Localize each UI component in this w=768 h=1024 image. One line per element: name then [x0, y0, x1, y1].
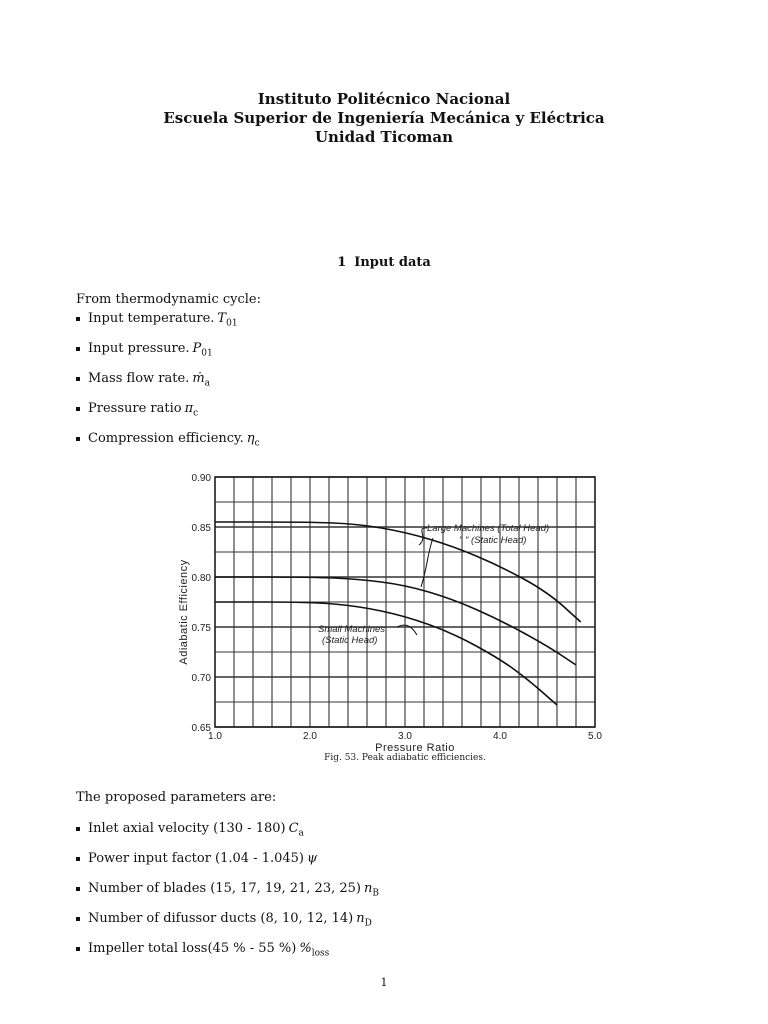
item-symbol: ψ: [307, 851, 318, 866]
annotation-arrow: [421, 538, 433, 587]
chart-annotation: Large Machines (Total Head): [427, 523, 550, 534]
section-number: 1: [337, 255, 347, 270]
bullet-icon: [76, 887, 80, 891]
list-item: [76, 911, 379, 941]
x-tick-label: 5.0: [588, 731, 602, 742]
item-label: Impeller total loss(45 % - 55 %): [88, 941, 297, 956]
bullet-icon: [76, 827, 80, 831]
list-item: [76, 431, 260, 461]
item-symbol: ṁ$_a$: [192, 371, 211, 389]
institution-header: [0, 90, 768, 147]
bullet-icon: [76, 377, 80, 381]
x-tick-label: 3.0: [398, 731, 412, 742]
item-label: Number of blades (15, 17, 19, 21, 23, 25): [88, 881, 361, 896]
item-symbol: $\%_{loss}$: [299, 941, 330, 959]
item-symbol: $n_B$: [363, 881, 379, 899]
section-heading: [0, 255, 768, 270]
list-item: [76, 851, 379, 881]
chart-annotation: Small Machines: [318, 624, 386, 635]
unit-name: Unidad Ticoman: [314, 128, 454, 146]
item-label: Number of difussor ducts (8, 10, 12, 14): [88, 911, 354, 926]
list-item: [76, 401, 260, 431]
item-label: Compression efficiency.: [88, 431, 244, 446]
list-item: [76, 311, 260, 341]
y-tick-label: 0.90: [191, 473, 211, 484]
list-item: [76, 941, 379, 971]
page-number: 1: [380, 976, 388, 989]
institution-name: Instituto Politécnico Nacional: [257, 90, 511, 108]
item-label: Input pressure.: [88, 341, 190, 356]
item-label: Power input factor (1.04 - 1.045): [88, 851, 304, 866]
bullet-icon: [76, 347, 80, 351]
list-item: [76, 341, 260, 371]
proposed-intro: The proposed parameters are:: [76, 790, 277, 805]
item-symbol: $n_D$: [356, 911, 372, 929]
item-symbol: $\eta_c$: [246, 431, 260, 449]
x-tick-label: 2.0: [303, 731, 317, 742]
bullet-icon: [76, 917, 80, 921]
item-symbol: $P_{01}$: [192, 341, 213, 359]
item-symbol: $\pi_c$: [184, 401, 199, 419]
y-tick-label: 0.80: [191, 573, 211, 584]
item-label: Mass flow rate.: [88, 371, 190, 386]
bullet-icon: [76, 437, 80, 441]
y-tick-label: 0.65: [191, 723, 211, 734]
proposed-parameter-list: [76, 821, 379, 971]
x-axis-label: Pressure Ratio: [375, 742, 455, 754]
item-label: Input temperature.: [88, 311, 215, 326]
bullet-icon: [76, 857, 80, 861]
item-label: Inlet axial velocity (130 - 180): [88, 821, 286, 836]
chart-annotation: (Static Head): [322, 635, 378, 646]
section-title: Input data: [354, 255, 431, 270]
list-item: [76, 821, 379, 851]
bullet-icon: [76, 947, 80, 951]
item-symbol: $C_a$: [288, 821, 304, 839]
cycle-intro: From thermodynamic cycle:: [76, 292, 262, 307]
x-tick-label: 1.0: [208, 731, 222, 742]
y-tick-label: 0.70: [191, 673, 211, 684]
list-item: [76, 371, 260, 401]
item-label: Pressure ratio: [88, 401, 182, 416]
item-symbol: $T_{01}$: [217, 311, 238, 329]
efficiency-chart: [165, 465, 605, 770]
chart-annotation: " " (Static Head): [459, 535, 527, 546]
x-tick-label: 4.0: [493, 731, 507, 742]
figure-caption: Fig. 53. Peak adiabatic efficiencies.: [324, 753, 486, 763]
y-tick-label: 0.75: [191, 623, 211, 634]
y-axis-label: Adiabatic Efficiency: [178, 559, 190, 665]
list-item: [76, 881, 379, 911]
cycle-input-list: [76, 311, 260, 461]
bullet-icon: [76, 317, 80, 321]
y-tick-label: 0.85: [191, 523, 211, 534]
school-name: Escuela Superior de Ingeniería Mecánica y Eléctrica: [163, 109, 605, 127]
bullet-icon: [76, 407, 80, 411]
